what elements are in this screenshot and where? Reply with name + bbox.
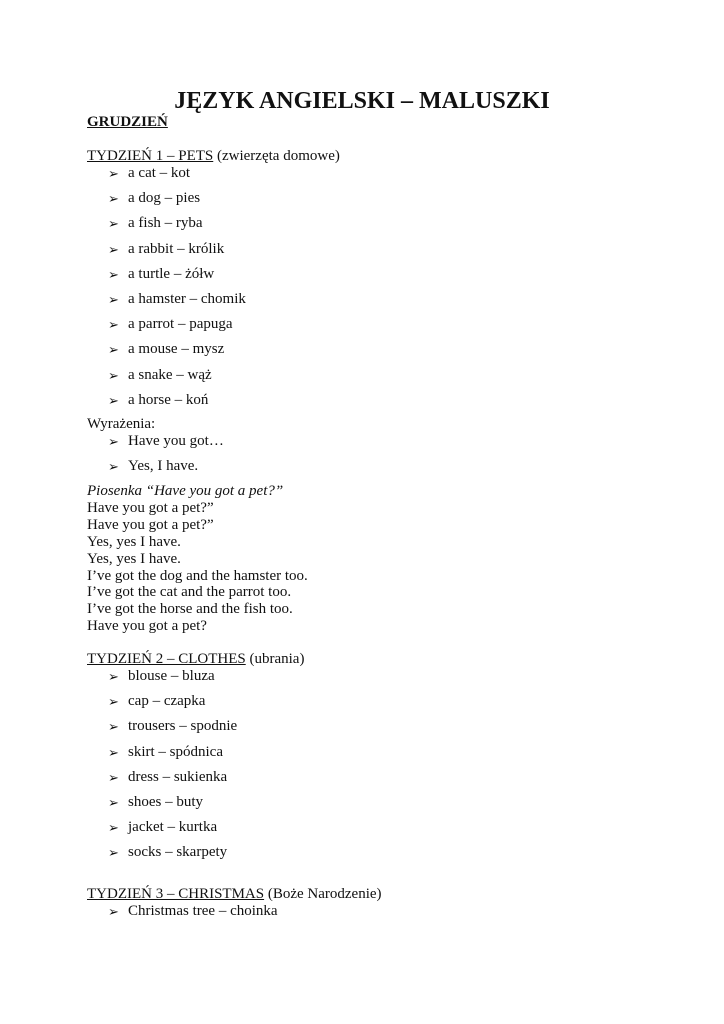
lyric-line: Yes, yes I have. (87, 550, 181, 567)
arrow-bullet-icon: ➢ (108, 342, 119, 358)
lyric-line: Have you got a pet?” (87, 516, 214, 533)
list-item: ➢ a mouse – mysz (108, 341, 225, 358)
arrow-bullet-icon: ➢ (108, 367, 119, 383)
arrow-bullet-icon: ➢ (108, 459, 119, 475)
week1-heading-note: (zwierzęta domowe) (213, 148, 340, 164)
arrow-bullet-icon: ➢ (108, 769, 119, 785)
list-item: ➢ jacket – kurtka (108, 819, 218, 836)
arrow-bullet-icon: ➢ (108, 166, 119, 181)
week2-heading (87, 651, 304, 668)
arrow-bullet-icon: ➢ (108, 669, 119, 684)
list-item: ➢ a rabbit – królik (108, 240, 225, 257)
arrow-bullet-icon: ➢ (108, 216, 119, 232)
week3-heading (87, 886, 382, 903)
arrow-bullet-icon: ➢ (108, 845, 119, 861)
list-item: ➢ Have you got… (108, 433, 224, 449)
month-heading: GRUDZIEŃ (87, 114, 168, 130)
list-item: ➢ trousers – spodnie (108, 718, 238, 735)
list-item: ➢ socks – skarpety (108, 844, 228, 861)
week3-heading-title: TYDZIEŃ 3 – CHRISTMAS (87, 886, 265, 902)
arrow-bullet-icon: ➢ (108, 820, 119, 836)
list-item: ➢ Yes, I have. (108, 458, 199, 475)
week1-vocab-list (108, 165, 246, 417)
arrow-bullet-icon: ➢ (108, 904, 119, 919)
arrow-bullet-icon: ➢ (108, 794, 119, 810)
lyric-line: I’ve got the cat and the parrot too. (87, 584, 292, 601)
list-item: ➢ cap – czapka (108, 693, 206, 710)
arrow-bullet-icon: ➢ (108, 434, 119, 449)
expressions-label: Wyrażenia: (87, 416, 156, 432)
week1-heading-title: TYDZIEŃ 1 – PETS (87, 148, 214, 164)
song-title: Piosenka “Have you got a pet?” (87, 483, 284, 499)
arrow-bullet-icon: ➢ (108, 317, 119, 333)
arrow-bullet-icon: ➢ (108, 694, 119, 710)
page-title: JĘZYK ANGIELSKI – MALUSZKI (174, 88, 550, 114)
week3-vocab-list (108, 903, 278, 928)
lyric-line: Yes, yes I have. (87, 533, 181, 550)
week2-heading-note: (ubrania) (245, 651, 305, 667)
list-item: ➢ blouse – bluza (108, 668, 215, 684)
list-item: ➢ a dog – pies (108, 190, 201, 207)
week2-heading-title: TYDZIEŃ 2 – CLOTHES (87, 651, 246, 667)
week3-heading-note: (Boże Narodzenie) (264, 886, 382, 902)
list-item: ➢ dress – sukienka (108, 768, 228, 785)
arrow-bullet-icon: ➢ (108, 744, 119, 760)
lyric-line: I’ve got the horse and the fish too. (87, 601, 293, 618)
arrow-bullet-icon: ➢ (108, 241, 119, 257)
list-item: ➢ a snake – wąż (108, 366, 212, 383)
list-item: ➢ skirt – spódnica (108, 743, 223, 760)
week1-heading (87, 148, 340, 165)
song-lyrics (87, 500, 308, 635)
list-item: ➢ a hamster – chomik (108, 290, 246, 307)
lyric-line: Have you got a pet?” (87, 500, 214, 516)
list-item: ➢ a turtle – żółw (108, 265, 215, 282)
arrow-bullet-icon: ➢ (108, 392, 119, 408)
arrow-bullet-icon: ➢ (108, 266, 119, 282)
arrow-bullet-icon: ➢ (108, 191, 119, 207)
lyric-line: I’ve got the dog and the hamster too. (87, 567, 308, 584)
list-item: ➢ a parrot – papuga (108, 316, 233, 333)
list-item: ➢ a fish – ryba (108, 215, 203, 232)
list-item: ➢ a horse – koń (108, 391, 209, 408)
list-item: ➢ Christmas tree – choinka (108, 903, 278, 919)
lyric-line: Have you got a pet? (87, 618, 207, 635)
arrow-bullet-icon: ➢ (108, 719, 119, 735)
expressions-list (108, 433, 224, 483)
list-item: ➢ shoes – buty (108, 793, 203, 810)
week2-vocab-list (108, 668, 237, 870)
list-item: ➢ a cat – kot (108, 165, 191, 181)
arrow-bullet-icon: ➢ (108, 291, 119, 307)
